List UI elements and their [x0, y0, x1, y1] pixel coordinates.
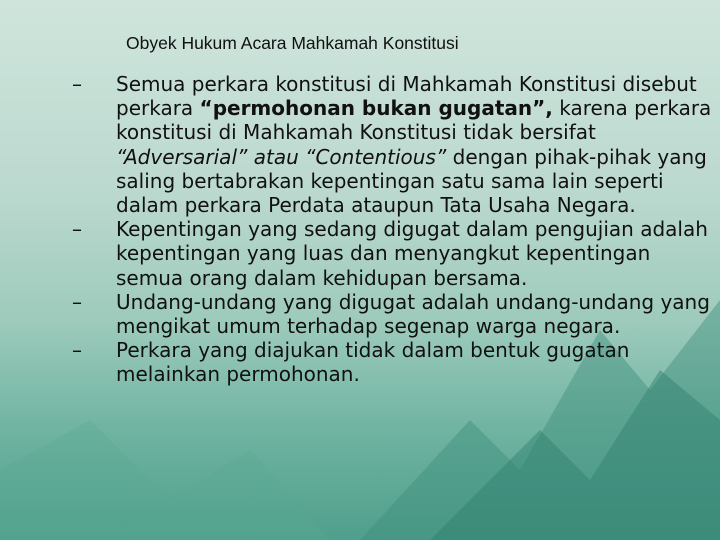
list-item — [72, 290, 712, 338]
list-item — [72, 72, 712, 217]
bullet-emphasis: “permohonan bukan gugatan”, — [199, 96, 553, 121]
bullet-text: Kepentingan yang sedang digugat dalam pengujian adalah kepentingan yang luas dan menyangkut kepentingan semua orang dalam kehidupan bersama. — [116, 217, 708, 290]
bullet-text: Undang-undang yang digugat adalah undang-undang yang mengikat umum terhadap segenap warga negara. — [116, 289, 710, 339]
bullet-text-part: karena perkara konstitusi di Mahkamah Konstitusi tidak bersifat — [116, 96, 712, 145]
bullet-text — [116, 72, 712, 217]
bullet-text-part: dengan pihak-pihak yang saling bertabrakan kepentingan satu sama lain seperti dalam perkara Perdata ataupun Tata Usaha Negara. — [116, 144, 707, 218]
bullet-dash: – — [72, 338, 82, 363]
bullet-text-part: Semua perkara konstitusi di Mahkamah Konstitusi disebut perkara — [116, 72, 697, 121]
slide-title: Obyek Hukum Acara Mahkamah Konstitusi — [126, 33, 459, 53]
bullet-italic: “Adversarial” atau “Contentious” — [116, 144, 447, 169]
list-item — [72, 217, 712, 290]
bullet-dash: – — [72, 289, 82, 314]
bullet-text: Perkara yang diajukan tidak dalam bentuk gugatan melainkan permohonan. — [116, 338, 630, 387]
bullet-dash: – — [72, 72, 82, 96]
bullet-list — [72, 72, 712, 387]
list-item — [72, 338, 712, 386]
bullet-dash: – — [72, 217, 82, 242]
